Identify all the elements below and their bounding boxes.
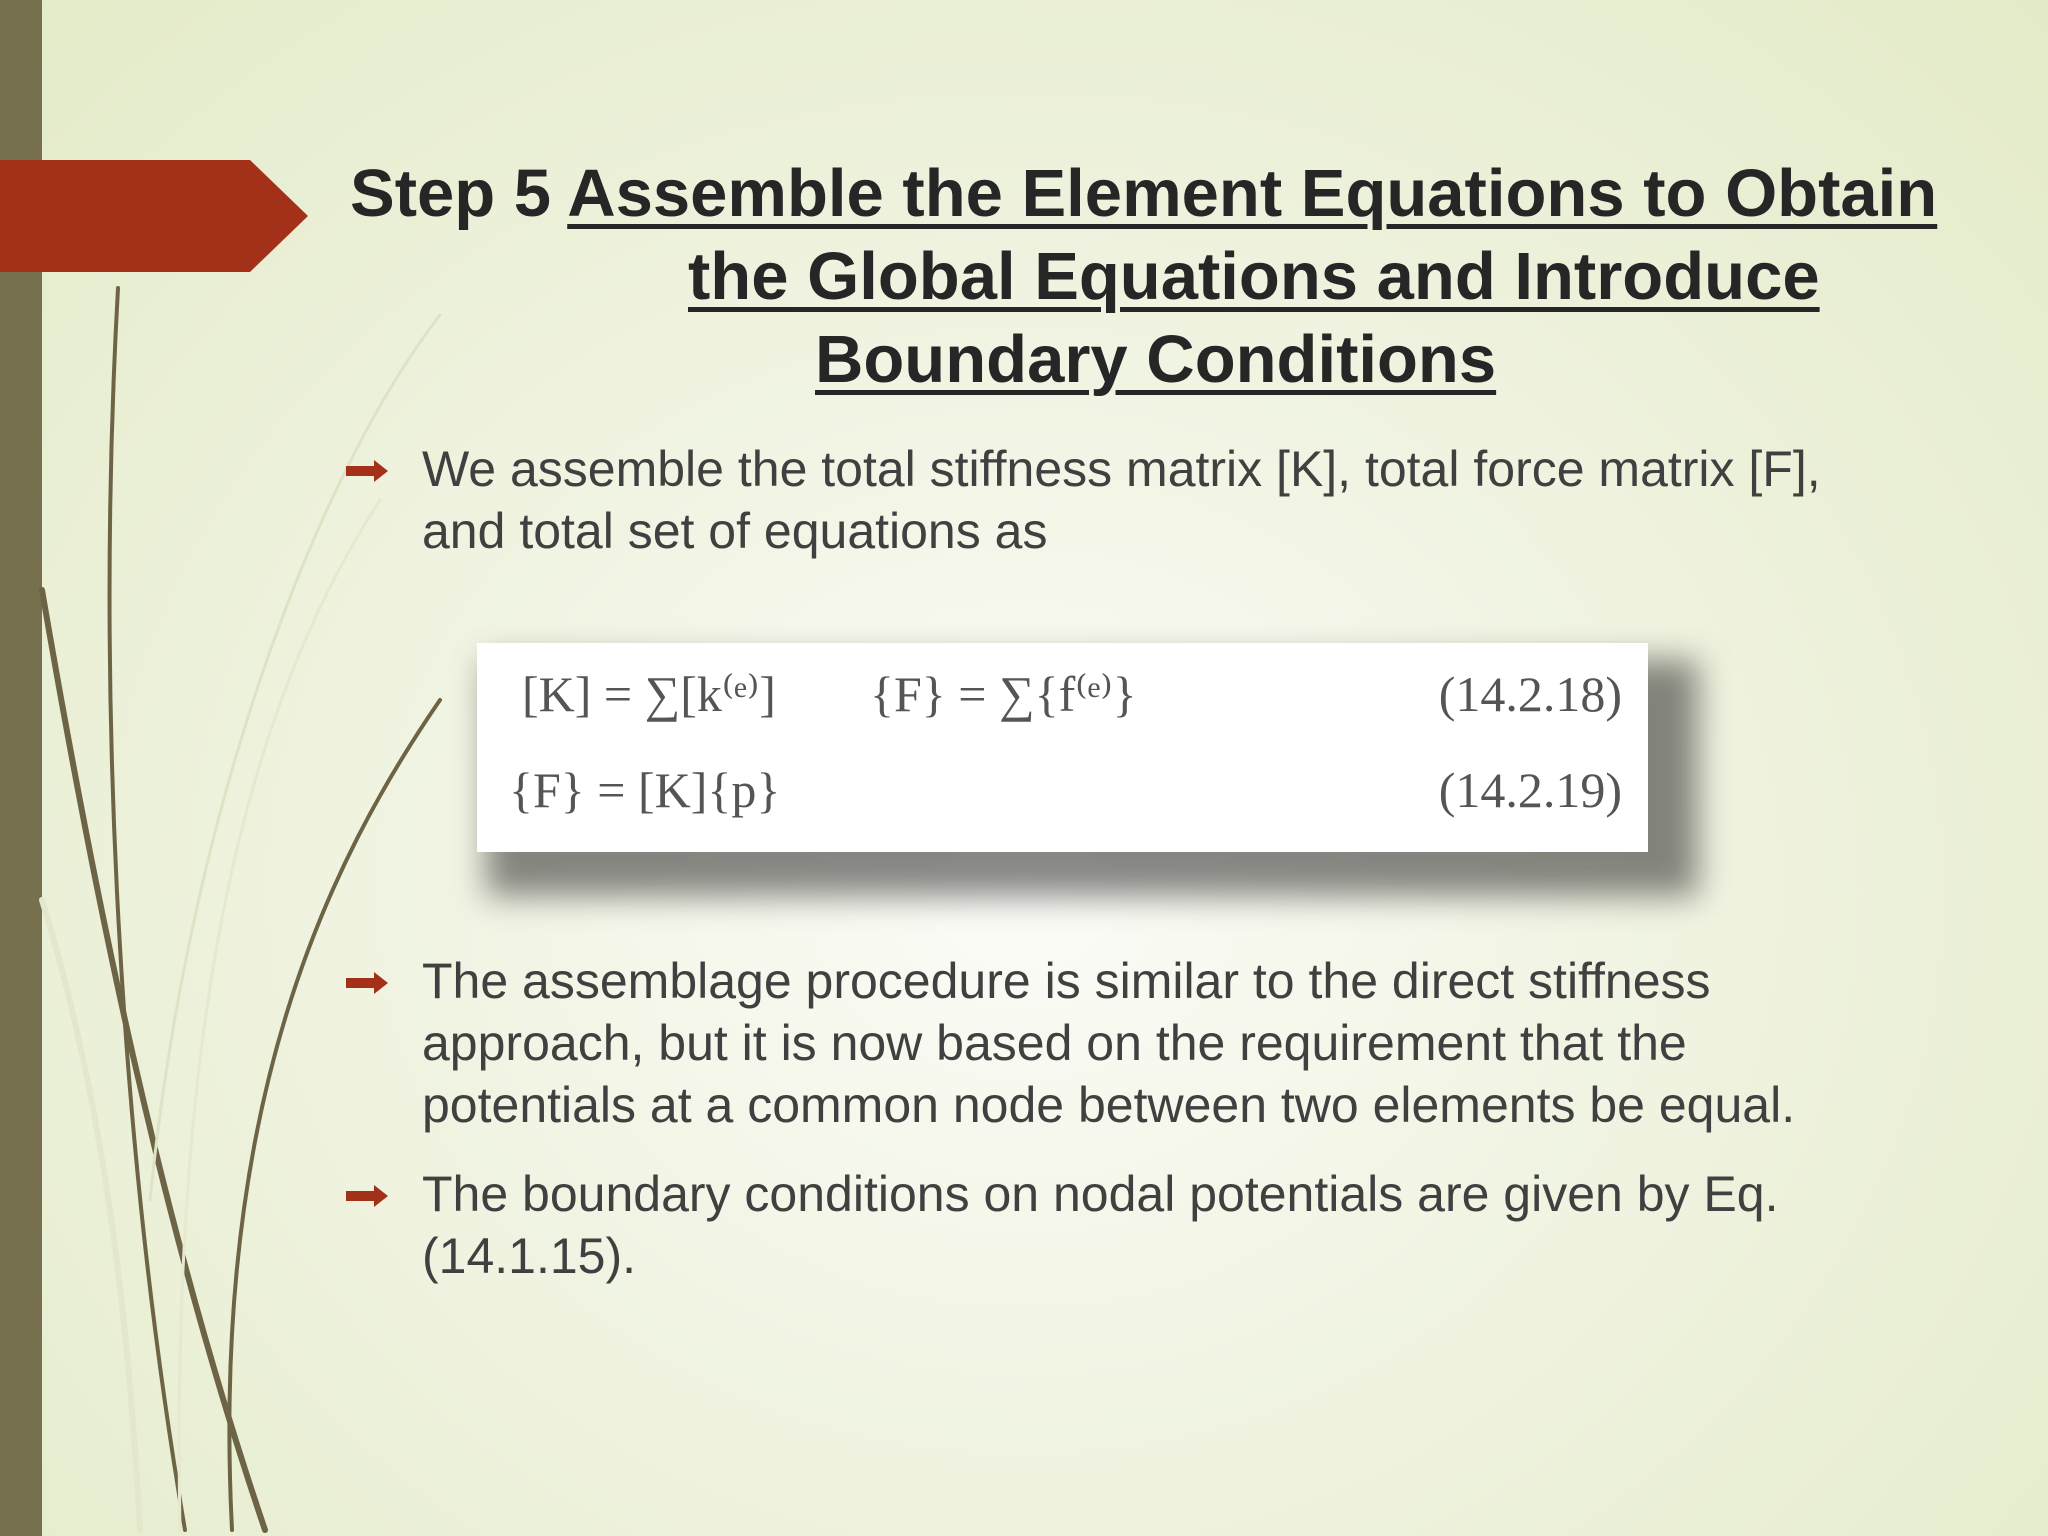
bullet-arrow-icon [346, 460, 388, 482]
bullet-arrow-icon [346, 972, 388, 994]
bullet-arrow-icon [346, 1185, 388, 1207]
bullet-item [346, 950, 1846, 1136]
equation-global: {F} = [K]{p} [509, 762, 781, 818]
bullet-text: We assemble the total stiffness matrix [K], total force matrix [F], and total set of equations as [422, 441, 1821, 559]
equation-force-sum: {F} = ∑{f⁽ᵉ⁾} [870, 666, 1137, 722]
bullet-item [346, 438, 1846, 562]
equation-number-2: (14.2.19) [1438, 762, 1622, 818]
bullet-item [346, 1163, 1846, 1287]
equation-box [477, 643, 1648, 852]
bullet-text: The boundary conditions on nodal potentials are given by Eq. (14.1.15). [422, 1166, 1779, 1284]
title-step-label: Step 5 [350, 156, 552, 231]
equation-number-1: (14.2.18) [1438, 666, 1622, 722]
title-line-3: Boundary Conditions [815, 322, 1497, 397]
bullet-text: The assemblage procedure is similar to the direct stiffness approach, but it is now based on the requirement that the potentials at a common node between two elements be equal. [422, 953, 1796, 1133]
slide-title [350, 152, 1990, 401]
title-arrow-marker [0, 160, 308, 272]
title-line-2: the Global Equations and Introduce [688, 239, 1820, 314]
title-line-1: Assemble the Element Equations to Obtain [567, 156, 1938, 231]
equation-stiffness-sum: [K] = ∑[k⁽ᵉ⁾] [522, 666, 776, 722]
